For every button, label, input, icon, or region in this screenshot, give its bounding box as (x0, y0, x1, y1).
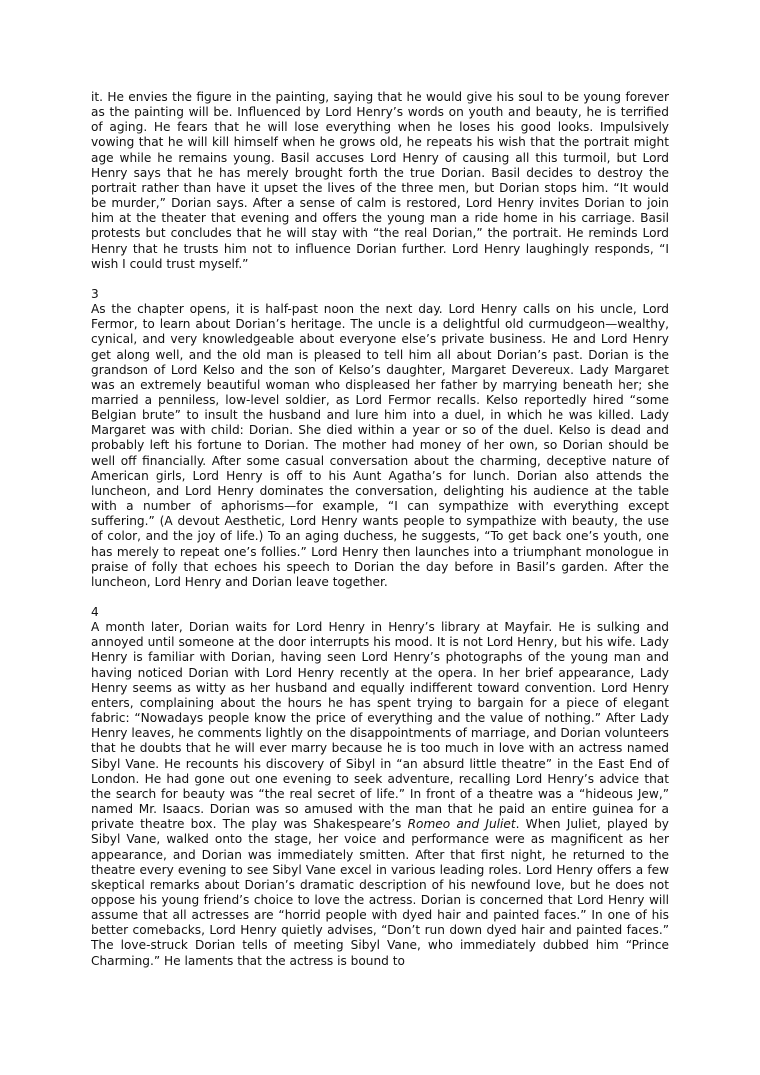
chapter-4-text-part-1: A month later, Dorian waits for Lord Henry in Henry’s library at Mayfair. He is sulking and annoyed until someone at the door interrupts his mood. It is not Lord Henry, but his wife. Lady Henry is familiar with Dorian, having seen Lord Henry’s photographs of the young man and having noticed Dorian with Lord Henry recently at the opera. In her brief appearance, Lady Henry seems as witty as her husband and equally indifferent toward convention. Lord Henry enters, complaining about the hours he has spent trying to bargain for a piece of elegant fabric: “Nowadays people know the price of everything and the value of nothing.” After Lady Henry leaves, he comments lightly on the disappointments of marriage, and Dorian volunteers that he doubts that he will ever marry because he is too much in love with an actress named Sibyl Vane. He recounts his discovery of Sibyl in “an absurd little theatre” in the East End of London. He had gone out one evening to seek adventure, recalling Lord Henry’s advice that the search for beauty was “the real secret of life.” In front of a theatre was a “hideous Jew,” named Mr. Isaacs. Dorian was so amused with the man that he paid an entire guinea for a private theatre box. The play was Shakespeare’s (91, 620, 669, 832)
chapter-number-3: 3 (91, 286, 99, 301)
chapter-4-paragraph (91, 620, 669, 969)
chapter-number-4: 4 (91, 605, 99, 619)
chapter-3-paragraph: As the chapter opens, it is half-past noon the next day. Lord Henry calls on his uncle, Lord Fermor, to learn about Dorian’s heritage. The uncle is a delightful old curmudgeon—wealthy, cynical, and very knowledgeable about everyone else’s private business. He and Lord Henry get along well, and the old man is pleased to tell him all about Dorian’s past. Dorian is the grandson of Lord Kelso and the son of Kelso’s daughter, Margaret Devereux. Lady Margaret was an extremely beautiful woman who displeased her father by marrying beneath her; she married a penniless, low-level soldier, as Lord Fermor recalls. Kelso reportedly hired “some Belgian brute” to insult the husband and lure him into a duel, in which he was killed. Lady Margaret was with child: Dorian. She died within a year or so of the duel. Kelso is dead and probably left his fortune to Dorian. The mother had money of her own, so Dorian should be well off financially. After some casual conversation about the charming, deceptive nature of American girls, Lord Henry is off to his Aunt Agatha’s for lunch. Dorian also attends the luncheon, and Lord Henry dominates the conversation, delighting his audience at the table with a number of aphorisms—for example, “I can sympathize with everything except suffering.” (A devout Aesthetic, Lord Henry wants people to sympathize with beauty, the use of color, and the joy of life.) To an aging duchess, he suggests, “To get back one’s youth, one has merely to repeat one’s follies.” Lord Henry then launches into a triumphant monologue in praise of folly that echoes his speech to Dorian the day before in Basil’s garden. After the luncheon, Lord Henry and Dorian leave together. (91, 302, 669, 589)
opening-paragraph: it. He envies the figure in the painting, saying that he would give his soul to be young forever as the painting will be. Influenced by Lord Henry’s words on youth and beauty, he is terrified of aging. He fears that he will lose everything when he loses his good looks. Impulsively vowing that he will kill himself when he grows old, he repeats his wish that the portrait might age while he remains young. Basil accuses Lord Henry of causing all this turmoil, but Lord Henry says that he has merely brought forth the true Dorian. Basil decides to destroy the portrait rather than have it upset the lives of the three men, but Dorian stops him. “It would be murder,” Dorian says. After a sense of calm is restored, Lord Henry invites Dorian to join him at the theater that evening and offers the young man a ride home in his carriage. Basil protests but concludes that he will stay with “the real Dorian,” the portrait. He reminds Lord Henry that he trusts him not to influence Dorian further. Lord Henry laughingly responds, “I wish I could trust myself.” (91, 90, 669, 271)
document-page (91, 90, 669, 969)
play-title: Romeo and Juliet (407, 817, 516, 832)
chapter-4-text-part-2: . When Juliet, played by Sibyl Vane, walked onto the stage, her voice and performance were as magnificent as her appearance, and Dorian was immediately smitten. After that first night, he returned to the theatre every evening to see Sibyl Vane excel in various leading roles. Lord Henry offers a few skeptical remarks about Dorian’s dramatic description of his newfound love, but he does not oppose his young friend’s choice to love the actress. Dorian is concerned that Lord Henry will assume that all actresses are “horrid people with dyed hair and painted faces.” In one of his better comebacks, Lord Henry quietly advises, “Don’t run down dyed hair and painted faces.” The love-struck Dorian tells of meeting Sibyl Vane, who immediately dubbed him “Prince Charming.” He laments that the actress is bound to (91, 817, 669, 968)
